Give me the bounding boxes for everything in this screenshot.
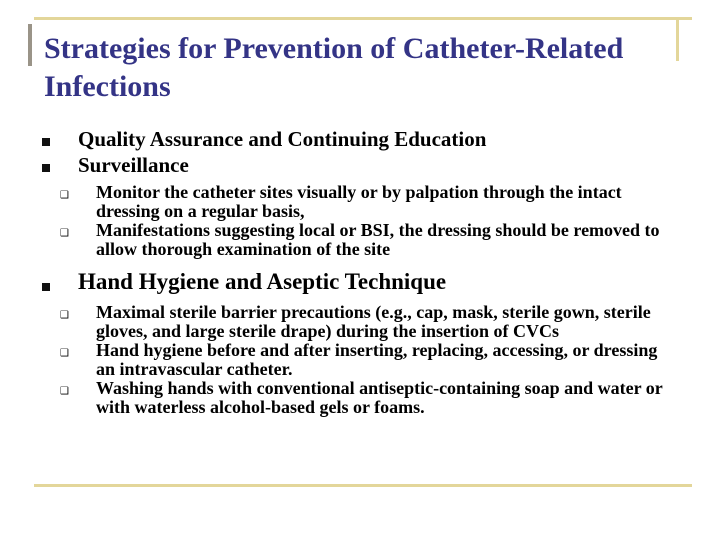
subitem-remove-dressing [60,220,680,259]
subitem-washing-hands [60,378,680,417]
bullet-hand-hygiene [40,269,680,295]
subitem-monitor-sites [60,182,680,221]
square-bullet-icon [42,138,50,146]
subitem-text: Maximal sterile barrier precautions (e.g., cap, mask, sterile gown, sterile gloves, and large sterile drape) during the insertion of CVCs [96,302,651,341]
left-accent-rule [28,24,32,66]
subitem-text: Washing hands with conventional antiseptic-containing soap and water or with waterless alcohol-based gels or foams. [96,378,663,417]
square-bullet-icon [42,283,50,291]
slide-title: Strategies for Prevention of Catheter-Related Infections [44,32,624,103]
hollow-square-bullet-icon: ❑ [60,310,69,321]
hollow-square-bullet-icon: ❑ [60,190,69,201]
right-accent-rule [676,17,679,61]
bullet-text: Surveillance [78,153,189,177]
bullet-list [40,126,680,417]
subitem-text: Monitor the catheter sites visually or by palpation through the intact dressing on a regular basis, [96,182,622,221]
subitem-text: Hand hygiene before and after inserting, replacing, accessing, or dressing an intravascular catheter. [96,340,658,379]
subitem-sterile-barrier [60,302,680,341]
bullet-quality-assurance [40,126,680,152]
hollow-square-bullet-icon: ❑ [60,348,69,359]
top-accent-rule [34,17,692,20]
square-bullet-icon [42,164,50,172]
bullet-text: Quality Assurance and Continuing Education [78,127,487,151]
surveillance-subitems [40,183,680,259]
bullet-text: Hand Hygiene and Aseptic Technique [78,269,447,294]
subitem-text: Manifestations suggesting local or BSI, the dressing should be removed to allow thorough examination of the site [96,220,660,259]
bottom-accent-rule [34,484,692,487]
hand-hygiene-subitems [40,303,680,417]
subitem-hand-hygiene [60,340,680,379]
hollow-square-bullet-icon: ❑ [60,386,69,397]
bullet-surveillance [40,152,680,178]
hollow-square-bullet-icon: ❑ [60,228,69,239]
